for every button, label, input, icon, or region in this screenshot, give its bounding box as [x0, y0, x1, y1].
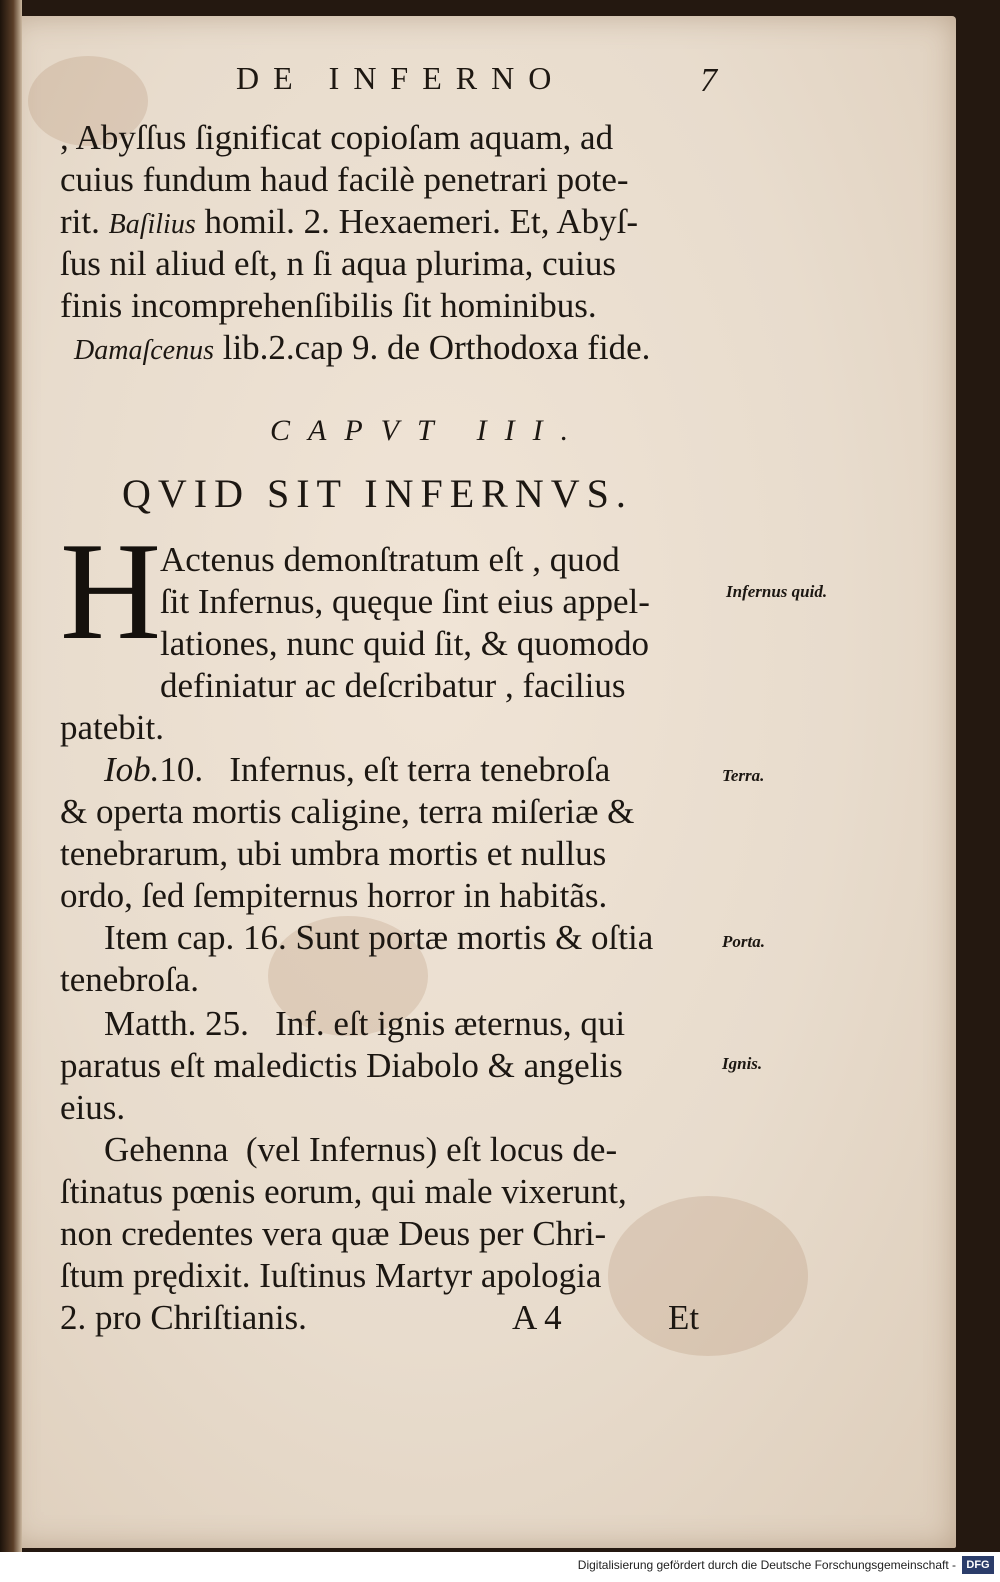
- text-line: definiatur ac deſcribatur , facilius: [160, 666, 626, 705]
- footer-credit-strip: [0, 1552, 1000, 1582]
- running-head: DE INFERNO: [236, 60, 566, 96]
- page-header: [0, 60, 1000, 100]
- text-line: , Abyſſus ſignificat copioſam aquam, ad: [60, 118, 614, 157]
- text-line: patebit.: [60, 708, 164, 747]
- text-line: Matth. 25. Inf. eſt ignis æternus, qui: [104, 1004, 626, 1043]
- text-line: ordo, ſed ſempiternus horror in habitãs.: [60, 876, 608, 915]
- dfg-logo: DFG: [962, 1556, 994, 1574]
- text-line: cuius fundum haud facilè penetrari pote-: [60, 160, 629, 199]
- margin-note: Infernus quid.: [726, 582, 828, 601]
- text-fragment: 10. Infernus, eſt terra tenebroſa: [159, 750, 611, 789]
- text-line: ſtum prędixit. Iuſtinus Martyr apologia: [60, 1256, 602, 1295]
- text-line: tenebroſa.: [60, 960, 199, 999]
- text-line: tenebrarum, ubi umbra mortis et nullus: [60, 834, 607, 873]
- book-spine-edge: [0, 0, 22, 1582]
- signature-mark: A 4: [512, 1298, 562, 1337]
- text-fragment: rit.: [60, 202, 100, 241]
- text-line: [60, 202, 638, 245]
- margin-note: Ignis.: [722, 1054, 763, 1073]
- text-line: 2. pro Chriſtianis.: [60, 1298, 307, 1337]
- text-fragment: homil. 2. Hexaemeri. Et, Abyſ-: [204, 202, 639, 241]
- text-line: [74, 328, 650, 371]
- text-line: Gehenna (vel Infernus) eſt locus de-: [104, 1130, 618, 1169]
- page-number: 7: [700, 62, 717, 99]
- text-line: Item cap. 16. Sunt portæ mortis & oſtia: [104, 918, 654, 957]
- margin-note: Terra.: [722, 766, 765, 785]
- author-name-basilius: Baſilius: [108, 209, 196, 240]
- margin-note: Porta.: [722, 932, 765, 951]
- catchword: Et: [668, 1298, 700, 1337]
- text-line: & operta mortis caligine, terra miſeriæ &: [60, 792, 635, 831]
- author-name-damascenus: Damaſcenus: [74, 335, 214, 366]
- text-line: [104, 750, 610, 790]
- text-line: ſit Infernus, quęque ſint eius appel-: [160, 582, 650, 621]
- text-line: lationes, nunc quid ſit, & quomodo: [160, 624, 649, 663]
- paper-stain: [608, 1196, 808, 1356]
- chapter-number: CAPVT III.: [270, 414, 587, 447]
- drop-cap: H: [60, 514, 162, 669]
- chapter-title: QVID SIT INFERNVS.: [122, 471, 633, 516]
- text-line: paratus eſt maledictis Diabolo & angelis: [60, 1046, 623, 1085]
- digitization-credit: Digitalisierung gefördert durch die Deutsche Forschungsgemeinschaft -: [577, 1558, 956, 1572]
- text-line: Actenus demonſtratum eſt , quod: [160, 540, 620, 579]
- text-line: non credentes vera quæ Deus per Chri-: [60, 1214, 607, 1253]
- text-fragment: lib.2.cap 9. de Orthodoxa fide.: [222, 328, 651, 367]
- bible-ref-iob: Iob.: [104, 750, 160, 789]
- text-line: eius.: [60, 1088, 126, 1127]
- text-line: ſus nil aliud eſt, n ſi aqua plurima, cuius: [60, 244, 617, 283]
- text-line: finis incomprehenſibilis ſit hominibus.: [60, 286, 597, 325]
- text-line: ſtinatus pœnis eorum, qui male vixerunt,: [60, 1172, 627, 1211]
